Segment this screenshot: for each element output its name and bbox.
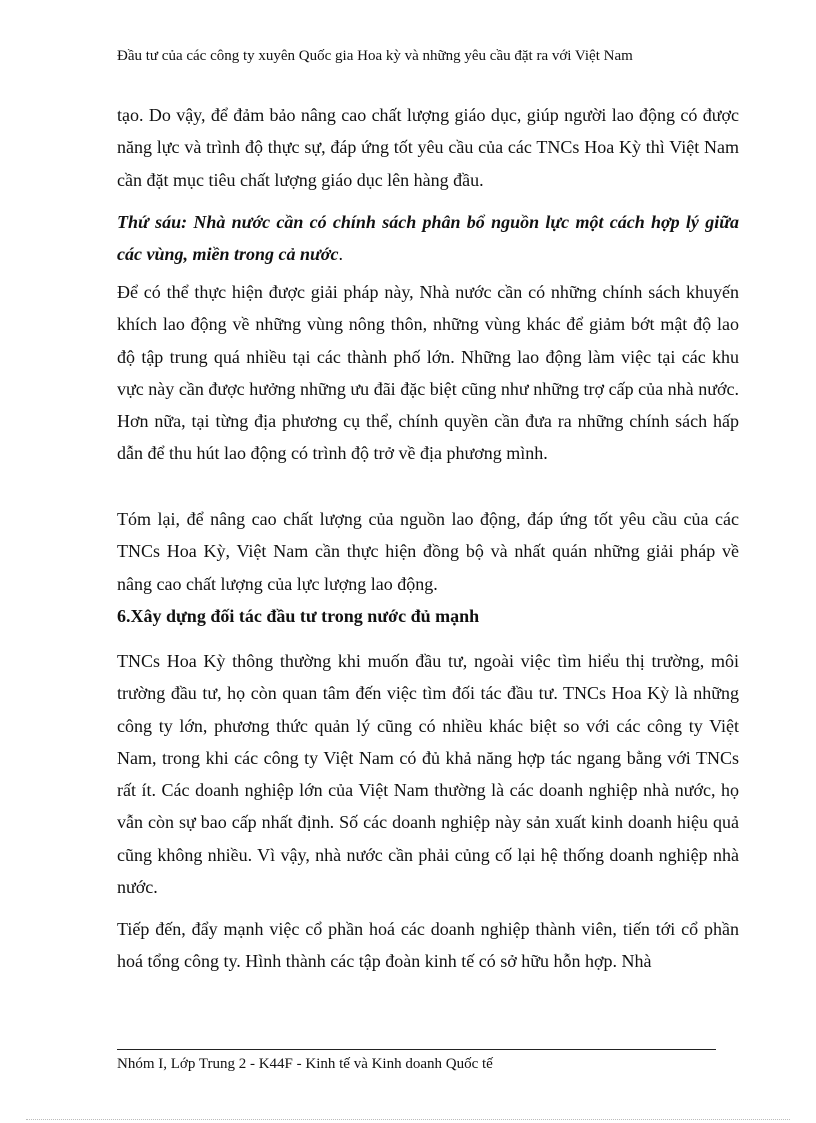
footer-divider: [117, 1049, 716, 1050]
paragraph-resource-allocation: Để có thể thực hiện được giải pháp này, Nhà nước cần có những chính sách khuyến khích lao động về những vùng nông thôn, những vùng khác để giảm bớt mật độ lao độ tập trung quá nhiều tại các thành phố lớn. Những lao động làm việc tại các khu vực này cần được hưởng những ưu đãi đặc biệt cũng như những trợ cấp của nhà nước. Hơn nữa, tại từng địa phương cụ thể, chính quyền cần đưa ra những chính sách hấp dẫn để thu hút lao động có trình độ trở về địa phương mình.: [117, 282, 739, 464]
heading-sixth-tail: .: [338, 244, 343, 265]
paragraph-summary: Tóm lại, để nâng cao chất lượng của nguồn lao động, đáp ứng tốt yêu cầu của các TNCs Hoa Kỳ, Việt Nam cần thực hiện đồng bộ và nhất quán những giải pháp về nâng cao chất lượng của lực lượng lao động.: [117, 509, 739, 594]
page-bottom-edge: [26, 1119, 790, 1120]
running-header: Đầu tư của các công ty xuyên Quốc gia Hoa kỳ và những yêu cầu đặt ra với Việt Nam: [117, 48, 633, 64]
paragraph-equitization: Tiếp đến, đẩy mạnh việc cổ phần hoá các doanh nghiệp thành viên, tiến tới cổ phần hoá tổng công ty. Hình thành các tập đoàn kinh tế có sở hữu hỗn hợp. Nhà: [117, 919, 739, 972]
paragraph-education-quality: tạo. Do vậy, để đảm bảo nâng cao chất lượng giáo dục, giúp người lao động có được năng lực và trình độ thực sự, đáp ứng tốt yêu cầu của các TNCs Hoa Kỳ thì Việt Nam cần đặt mục tiêu chất lượng giáo dục lên hàng đầu.: [117, 105, 739, 190]
heading-sixth-solution: [117, 206, 739, 271]
paragraph-domestic-partners: TNCs Hoa Kỳ thông thường khi muốn đầu tư, ngoài việc tìm hiểu thị trường, môi trường đầu tư, họ còn quan tâm đến việc tìm đối tác đầu tư. TNCs Hoa Kỳ là những công ty lớn, phương thức quản lý cũng có nhiều khác biệt so với các công ty Việt Nam, trong khi các công ty Việt Nam có đủ khả năng hợp tác ngang bằng với TNCs rất ít. Các doanh nghiệp lớn của Việt Nam thường là các doanh nghiệp nhà nước, họ vẫn còn sự bao cấp nhất định. Số các doanh nghiệp này sản xuất kinh doanh hiệu quả cũng không nhiều. Vì vậy, nhà nước cần phải củng cố lại hệ thống doanh nghiệp nhà nước.: [117, 651, 739, 898]
section-heading-6: 6.Xây dựng đối tác đầu tư trong nước đủ mạnh: [117, 606, 480, 626]
heading-sixth-bold: Thứ sáu: Nhà nước cần có chính sách phân bổ nguồn lực một cách hợp lý giữa các vùng, miền trong cả nước: [117, 212, 739, 265]
running-footer: Nhóm I, Lớp Trung 2 - K44F - Kinh tế và Kinh doanh Quốc tế: [117, 1056, 493, 1072]
